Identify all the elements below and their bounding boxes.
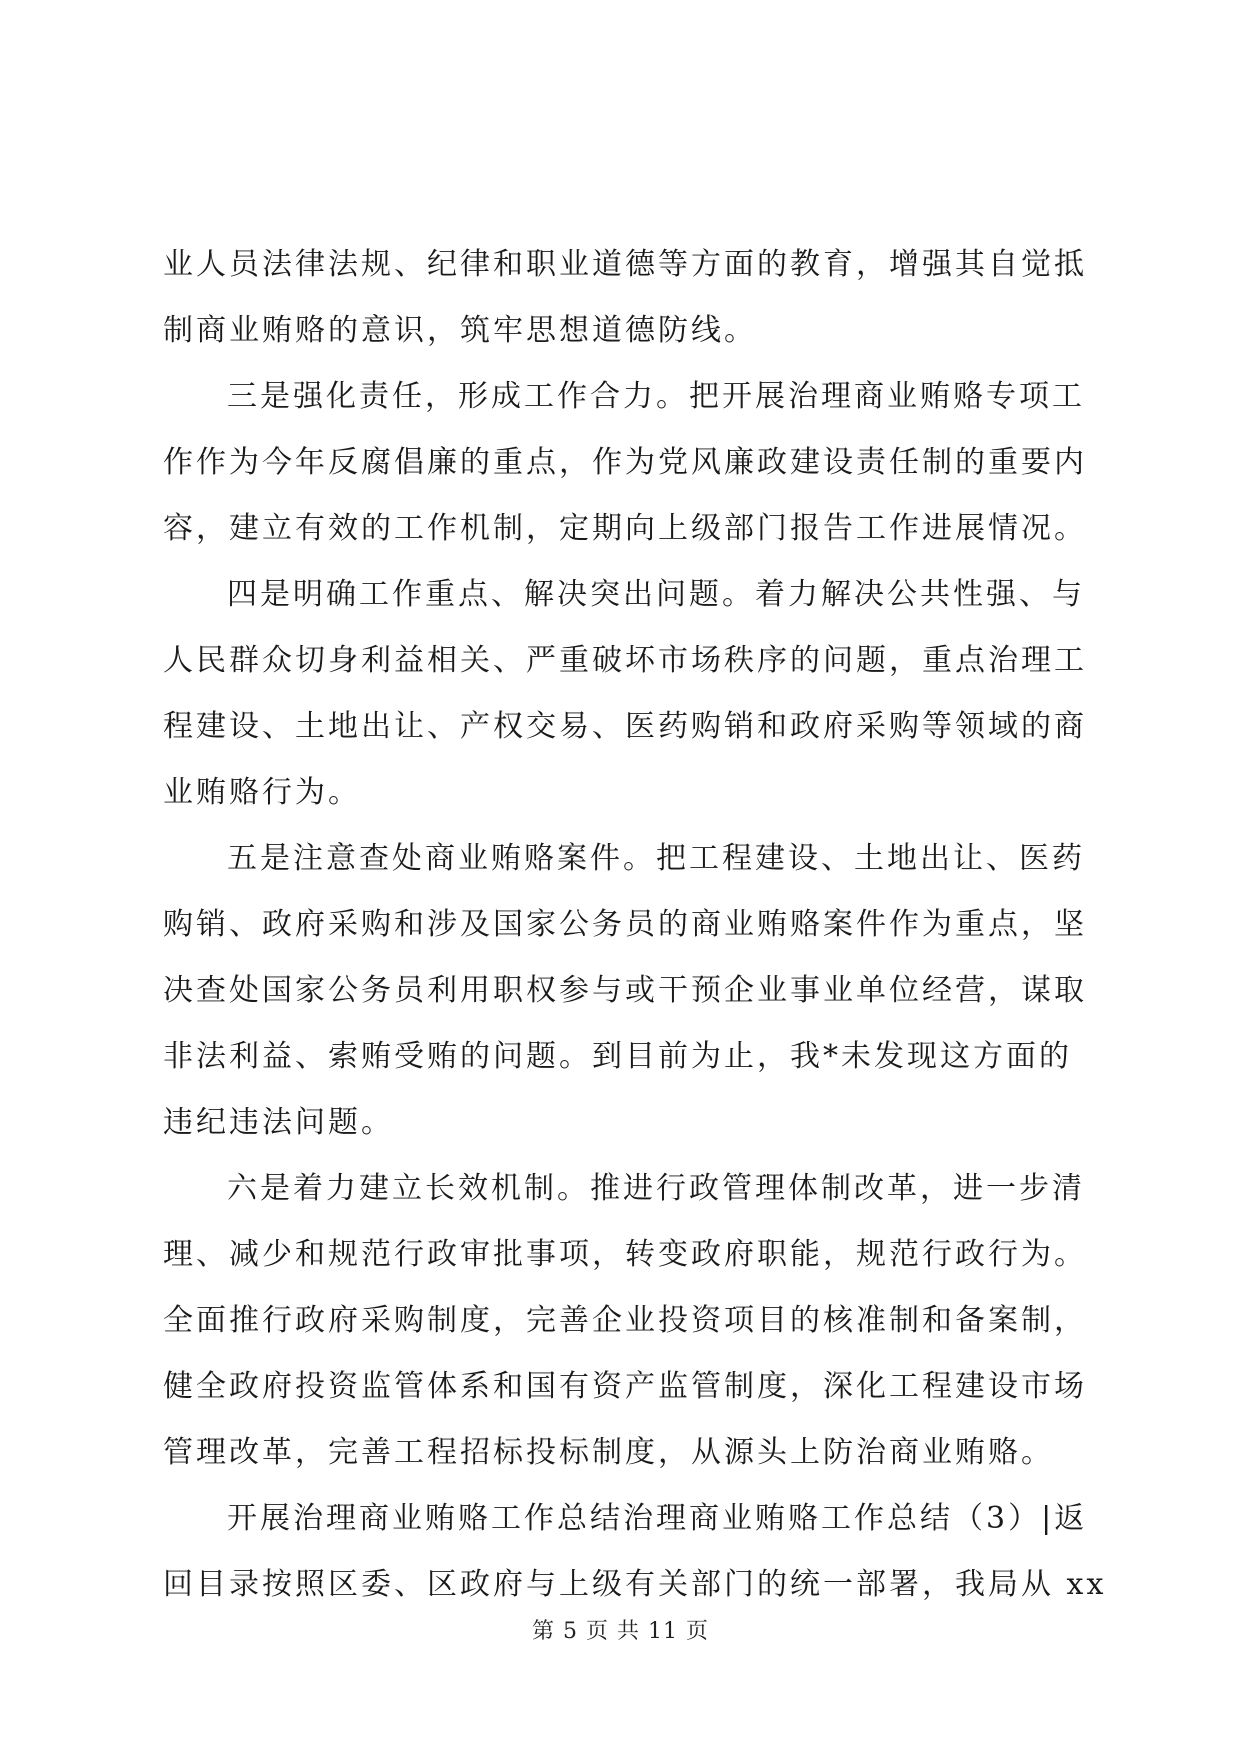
text-line: 回目录按照区委、区政府与上级有关部门的统一部署，我局从 xx [163,1567,1107,1602]
text-line: 业贿赂行为。 [163,775,361,810]
text-line: 全面推行政府采购制度，完善企业投资项目的核准制和备案制， [163,1303,1087,1338]
text-line: 六是着力建立长效机制。推进行政管理体制改革，进一步清 [227,1171,1085,1206]
text-line: 购销、政府采购和涉及国家公务员的商业贿赂案件作为重点，坚 [163,907,1087,942]
text-line: 非法利益、索贿受贿的问题。到目前为止，我*未发现这方面的 [163,1039,1072,1074]
document-body [163,232,1107,1618]
text-line: 业人员法律法规、纪律和职业道德等方面的教育，增强其自觉抵 [163,247,1087,282]
text-line: 作作为今年反腐倡廉的重点，作为党风廉政建设责任制的重要内 [163,445,1087,480]
text-line: 制商业贿赂的意识，筑牢思想道德防线。 [163,313,757,348]
text-line: 健全政府投资监管体系和国有资产监管制度，深化工程建设市场 [163,1369,1087,1404]
text-line: 程建设、土地出让、产权交易、医药购销和政府采购等领域的商 [163,709,1087,744]
text-line: 管理改革，完善工程招标投标制度，从源头上防治商业贿赂。 [163,1435,1054,1470]
text-line: 开展治理商业贿赂工作总结治理商业贿赂工作总结（3）|返 [227,1501,1088,1536]
page-footer: 第 5 页 共 11 页 [532,1619,709,1644]
text-line: 容，建立有效的工作机制，定期向上级部门报告工作进展情况。 [163,511,1087,546]
text-line: 五是注意查处商业贿赂案件。把工程建设、土地出让、医药 [227,841,1085,876]
text-line: 人民群众切身利益相关、严重破坏市场秩序的问题，重点治理工 [163,643,1087,678]
text-line: 违纪违法问题。 [163,1105,394,1140]
text-line: 四是明确工作重点、解决突出问题。着力解决公共性强、与 [227,577,1085,612]
text-line: 理、减少和规范行政审批事项，转变政府职能，规范行政行为。 [163,1237,1087,1272]
text-line: 三是强化责任，形成工作合力。把开展治理商业贿赂专项工 [227,379,1085,414]
text-line: 决查处国家公务员利用职权参与或干预企业事业单位经营，谋取 [163,973,1087,1008]
